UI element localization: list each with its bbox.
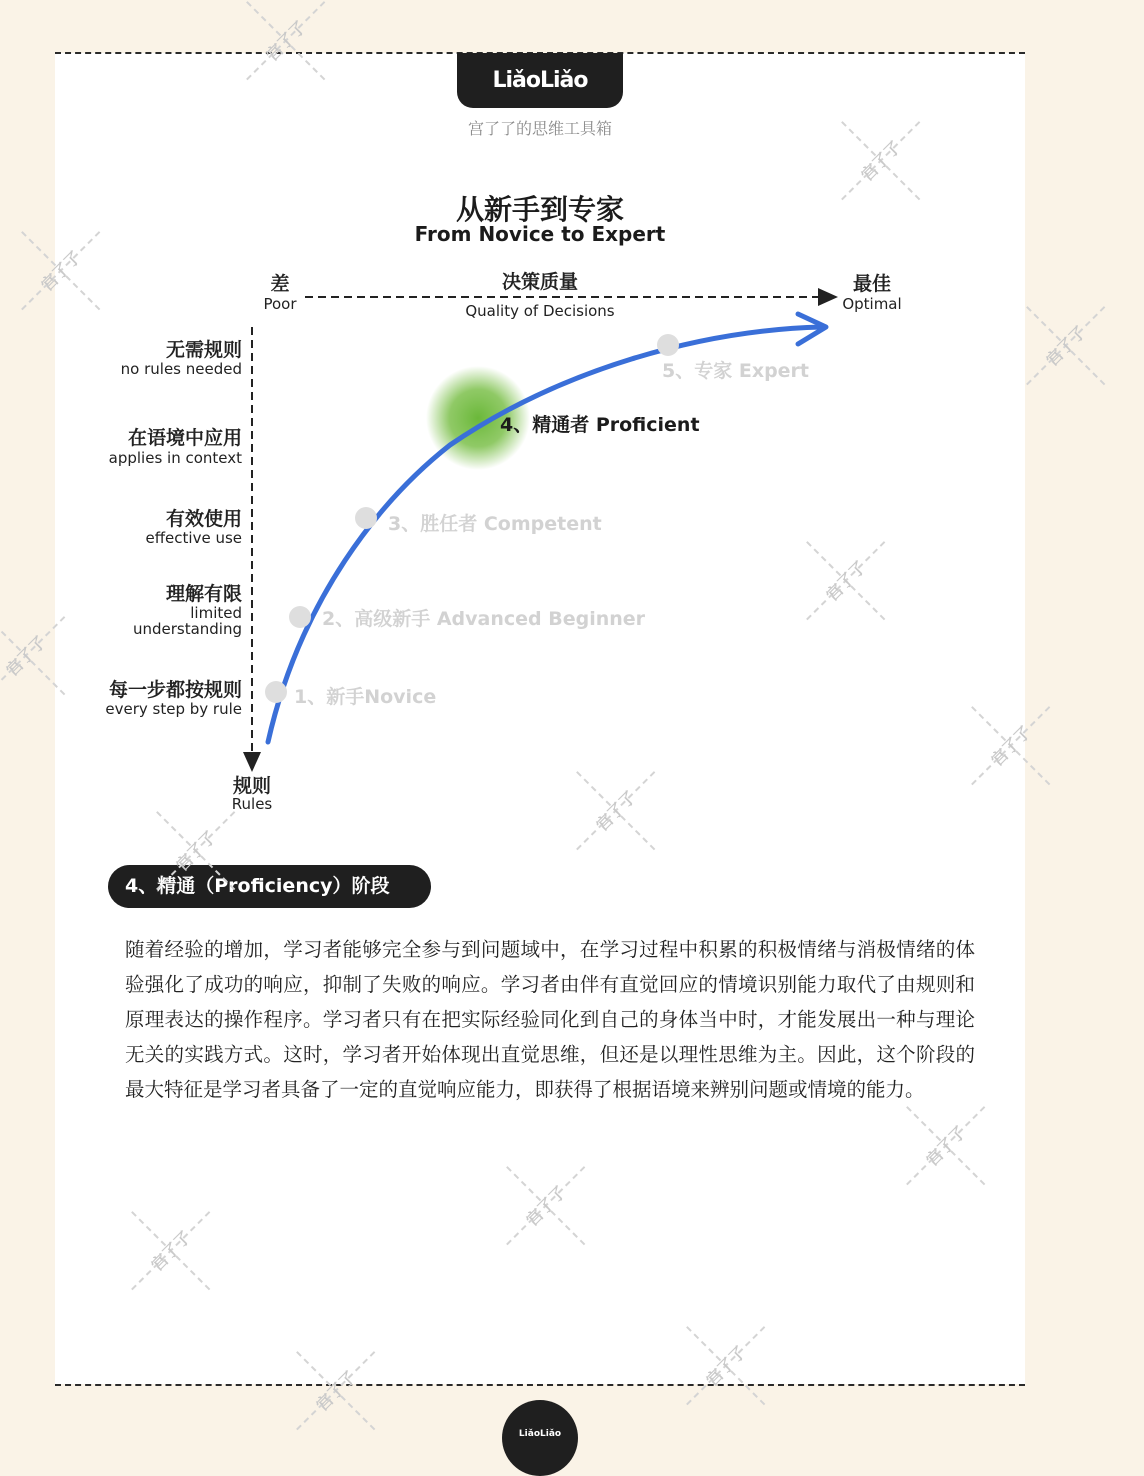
- watermark-text: 宫了了: [522, 1182, 570, 1230]
- x-axis-left-cn: 差: [270, 273, 290, 295]
- y-axis-arrowhead-icon: [243, 752, 261, 772]
- x-axis-right-en: Optimal: [842, 295, 902, 313]
- stage-5: [657, 334, 809, 382]
- stage-dot: [355, 507, 377, 529]
- y-axis-bottom-en: Rules: [231, 795, 273, 813]
- watermark-text: 宫了了: [37, 247, 85, 295]
- watermark-text: 宫了了: [172, 827, 220, 875]
- seal-text: LiǎoLiǎo: [518, 1429, 562, 1439]
- x-axis: [263, 270, 901, 320]
- watermark-text: 宫了了: [702, 1342, 750, 1390]
- stage-4-active: [500, 413, 700, 436]
- x-axis-right-cn: 最佳: [852, 273, 892, 295]
- stage-label: 1、新手Novice: [294, 686, 437, 708]
- watermark-text: 宫了了: [592, 787, 640, 835]
- watermark-text: 宫了了: [1042, 322, 1090, 370]
- watermark-text: 宫了了: [987, 722, 1035, 770]
- watermark-text: 宫了了: [857, 137, 905, 185]
- y-level-label-en: understanding: [132, 620, 242, 638]
- y-level-label-cn: 在语境中应用: [127, 427, 242, 449]
- bottom-dashed-border: [55, 1384, 1025, 1386]
- stage-dot: [289, 606, 311, 628]
- y-axis-bottom-cn: 规则: [232, 775, 272, 797]
- x-axis-arrowhead-icon: [818, 288, 838, 306]
- y-level-label-cn: 有效使用: [165, 508, 242, 530]
- brand-subtitle: 宫了了的思维工具箱: [467, 119, 612, 138]
- y-level-label-en: no rules needed: [120, 360, 242, 378]
- y-level-label-en: every step by rule: [105, 700, 242, 718]
- stage-3: [355, 507, 602, 535]
- watermark-text: 宫了了: [312, 1367, 360, 1415]
- stage-dot: [657, 334, 679, 356]
- stage-1: [265, 681, 436, 708]
- y-level-label-cn: 理解有限: [165, 583, 242, 605]
- stage-label: 5、专家 Expert: [662, 360, 810, 382]
- stage-dot: [265, 681, 287, 703]
- x-axis-label-en: Quality of Decisions: [465, 302, 615, 320]
- y-level-label-cn: 无需规则: [165, 339, 242, 361]
- y-level-label-en: limited: [190, 604, 242, 622]
- brand-logo: LiǎoLiǎo: [492, 68, 588, 93]
- y-level-label-cn: 每一步都按规则: [108, 679, 242, 701]
- watermark-text: 宫了了: [822, 557, 870, 605]
- stage-2: [289, 606, 646, 630]
- stage-label: 3、胜任者 Competent: [388, 513, 602, 535]
- watermark-text: 宫了了: [922, 1122, 970, 1170]
- stage-label: 2、高级新手 Advanced Beginner: [322, 608, 646, 630]
- watermark-text: 宫了了: [147, 1227, 195, 1275]
- brand-seal: [502, 1400, 578, 1476]
- x-axis-left-en: Poor: [263, 295, 297, 313]
- watermark-text: 宫了了: [2, 632, 50, 680]
- section-badge: 4、精通（Proficiency）阶段: [108, 865, 431, 908]
- diagram-title-cn: 从新手到专家: [455, 193, 624, 226]
- x-axis-label-cn: 决策质量: [501, 271, 579, 293]
- y-axis: [105, 327, 272, 813]
- y-level-label-en: applies in context: [108, 449, 242, 467]
- watermark-text: 宫了了: [262, 17, 310, 65]
- section-paragraph: 随着经验的增加，学习者能够完全参与到问题域中，在学习过程中积累的积极情绪与消极情绪的体验强化了成功的响应，抑制了失败的响应。学习者由伴有直觉回应的情境识别能力取代了由规则和原理表达的操作程序。学习者只有在把实际经验同化到自己的身体当中时，才能发展出一种与理论无关的实践方式。这时，学习者开始体现出直觉思维，但还是以理性思维为主。因此，这个阶段的最大特征是学习者具备了一定的直觉响应能力，即获得了根据语境来辨别问题或情境的能力。: [125, 938, 975, 1101]
- diagram-title-en: From Novice to Expert: [414, 222, 666, 246]
- stage-label-active: 4、精通者 Proficient: [500, 414, 700, 436]
- y-level-label-en: effective use: [145, 529, 242, 547]
